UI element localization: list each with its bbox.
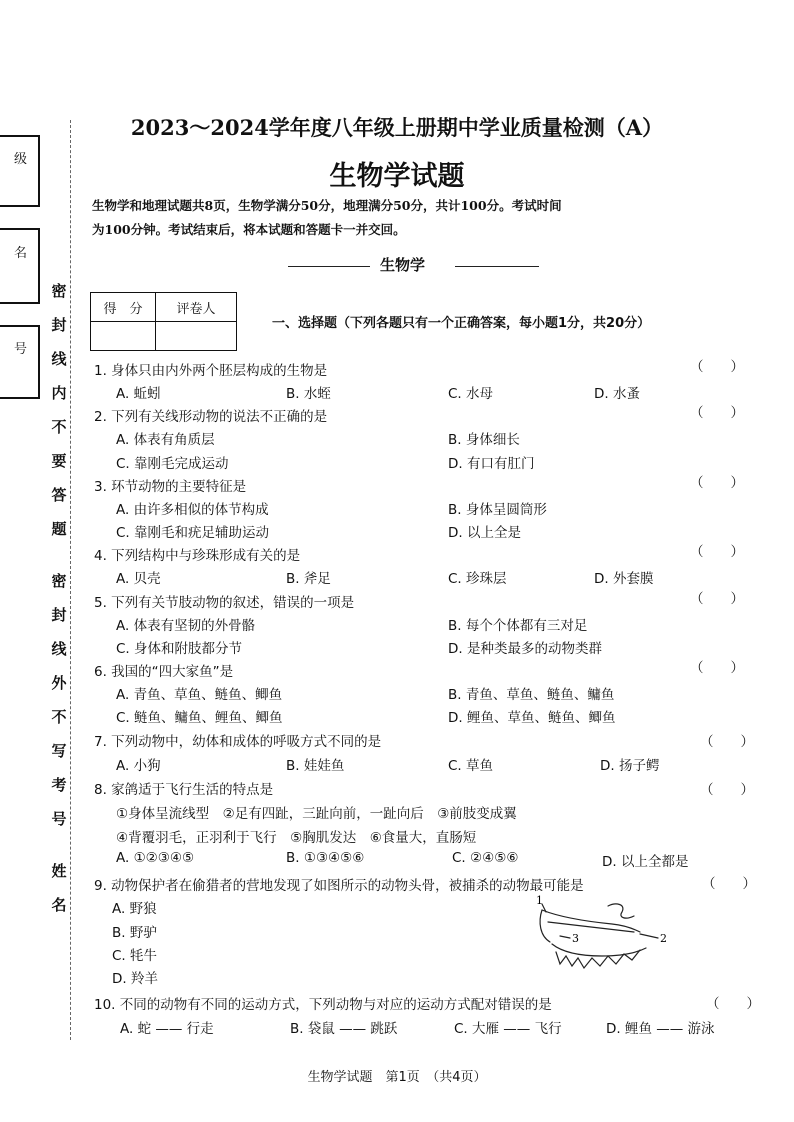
question-7: 7. 下列动物中，幼体和成体的呼吸方式不同的是 (94, 734, 382, 750)
question-10: 10. 不同的动物有不同的运动方式，下列动物与对应的运动方式配对错误的是 (94, 997, 552, 1013)
q7-option-a: A. 小狗 (116, 758, 161, 774)
q7-option-d: D. 扬子鳄 (600, 758, 660, 774)
score-table (90, 292, 237, 351)
seal-warning-char: 要 (51, 452, 67, 470)
figure-label-3: 3 (572, 932, 579, 945)
seal-warning-char: 号 (51, 810, 67, 828)
horn-sketch (608, 904, 634, 918)
pointer-line-3 (560, 936, 570, 938)
q3-option-a: A. 由许多相似的体节构成 (116, 502, 269, 518)
seal-warning-char: 考 (51, 776, 67, 794)
name-box (0, 228, 40, 304)
seal-warning-char: 答 (51, 486, 67, 504)
intro-line-1: 生物学和地理试题共8页，生物学满分50分，地理满分50分，共计100分。考试时间 (92, 198, 562, 213)
seal-warning-char: 外 (51, 674, 67, 692)
q2-option-d: D. 有口有肛门 (448, 456, 535, 472)
q10-option-d: D. 鲤鱼 —— 游泳 (606, 1021, 715, 1037)
pointer-line-2 (640, 934, 658, 938)
seal-warning-char: 写 (51, 742, 67, 760)
question-4: 4. 下列结构中与珍珠形成有关的是 (94, 548, 301, 564)
q6-option-a: A. 青鱼、草鱼、鲢鱼、鲫鱼 (116, 687, 283, 703)
seal-warning-char: 名 (51, 896, 67, 914)
q9-option-d: D. 羚羊 (112, 971, 158, 987)
grader-header: 评卷人 (156, 293, 237, 322)
exam-title: 2023～2024学年度八年级上册期中学业质量检测（A） (130, 115, 664, 140)
q2-option-b: B. 身体细长 (448, 432, 520, 448)
answer-blank-2[interactable]: （ ） (690, 405, 744, 421)
q7-option-c: C. 草鱼 (448, 758, 494, 774)
q8-option-b: B. ①③④⑤⑥ (286, 850, 365, 866)
q6-option-c: C. 鲢鱼、鳙鱼、鲤鱼、鲫鱼 (116, 710, 283, 726)
q10-option-a: A. 蛇 —— 行走 (120, 1021, 214, 1037)
q9-option-c: C. 牦牛 (112, 948, 158, 964)
score-cell[interactable] (91, 322, 156, 351)
seal-warning-char: 密 (51, 282, 67, 300)
question-9: 9. 动物保护者在偷猎者的营地发现了如图所示的动物头骨，被捕杀的动物最可能是 (94, 878, 584, 894)
answer-blank-10[interactable]: （ ） (706, 996, 760, 1012)
seal-warning-char: 姓 (51, 862, 67, 880)
answer-blank-3[interactable]: （ ） (690, 475, 744, 491)
q4-option-c: C. 珍珠层 (448, 571, 507, 587)
q3-option-b: B. 身体呈圆筒形 (448, 502, 547, 518)
q3-option-c: C. 靠刚毛和疣足辅助运动 (116, 525, 270, 541)
section-rule-right (455, 266, 539, 267)
answer-blank-8[interactable]: （ ） (700, 782, 754, 798)
seal-line (70, 120, 71, 1040)
q2-option-a: A. 体表有角质层 (116, 432, 215, 448)
answer-blank-5[interactable]: （ ） (690, 591, 744, 607)
q1-option-a: A. 蚯蚓 (116, 386, 161, 402)
q4-option-b: B. 斧足 (286, 571, 331, 587)
q3-option-d: D. 以上全是 (448, 525, 521, 541)
q9-option-a: A. 野狼 (112, 901, 157, 917)
page-footer: 生物学试题 第1页 （共4页） (307, 1070, 487, 1085)
q8-option-c: C. ②④⑤⑥ (452, 850, 519, 866)
skull-rear (540, 910, 550, 942)
question-8: 8. 家鸽适于飞行生活的特点是 (94, 782, 274, 798)
q4-option-a: A. 贝壳 (116, 571, 161, 587)
q6-option-d: D. 鲤鱼、草鱼、鲢鱼、鲫鱼 (448, 710, 616, 726)
q6-option-b: B. 青鱼、草鱼、鲢鱼、鳙鱼 (448, 687, 615, 703)
q2-option-c: C. 靠刚毛完成运动 (116, 456, 229, 472)
score-header: 得 分 (91, 293, 156, 322)
number-box (0, 325, 40, 399)
question-6: 6. 我国的“四大家鱼”是 (94, 664, 234, 680)
q8-statements-1: ①身体呈流线型 ②足有四趾，三趾向前，一趾向后 ③前肢变成翼 (116, 806, 517, 822)
figure-label-1: 1 (536, 894, 543, 907)
seal-warning-char: 密 (51, 572, 67, 590)
lower-jaw (552, 944, 646, 956)
q5-option-c: C. 身体和附肢都分节 (116, 641, 243, 657)
question-2: 2. 下列有关线形动物的说法不正确的是 (94, 409, 328, 425)
name-label: 名 (14, 246, 28, 261)
q8-option-d: D. 以上全都是 (602, 854, 689, 870)
question-3: 3. 环节动物的主要特征是 (94, 479, 247, 495)
upper-jaw-line (548, 922, 634, 932)
seal-warning-char: 封 (51, 606, 67, 624)
seal-warning-char: 封 (51, 316, 67, 334)
q10-option-c: C. 大雁 —— 飞行 (454, 1021, 562, 1037)
animal-skull-figure (522, 892, 682, 984)
q5-option-d: D. 是种类最多的动物类群 (448, 641, 602, 657)
question-1: 1. 身体只由内外两个胚层构成的生物是 (94, 363, 328, 379)
q9-option-b: B. 野驴 (112, 925, 157, 941)
figure-label-2: 2 (660, 932, 667, 945)
answer-blank-6[interactable]: （ ） (690, 660, 744, 676)
answer-blank-7[interactable]: （ ） (700, 734, 754, 750)
q5-option-b: B. 每个个体都有三对足 (448, 618, 588, 634)
q1-option-d: D. 水蚤 (594, 386, 640, 402)
section-heading: 一、选择题（下列各题只有一个正确答案，每小题1分，共20分） (272, 316, 651, 331)
seal-warning-char: 线 (51, 640, 67, 658)
seal-warning-char: 题 (51, 520, 67, 538)
seal-warning-char: 不 (51, 708, 67, 726)
subject-title: 生物学试题 (329, 161, 465, 192)
q8-option-a: A. ①②③④⑤ (116, 850, 195, 866)
skull-upper-outline (542, 910, 640, 932)
q5-option-a: A. 体表有坚韧的外骨骼 (116, 618, 256, 634)
answer-blank-9[interactable]: （ ） (702, 876, 756, 892)
seal-warning-char: 线 (51, 350, 67, 368)
section-label: 生物学 (380, 256, 426, 274)
question-5: 5. 下列有关节肢动物的叙述，错误的一项是 (94, 595, 355, 611)
section-rule-left (288, 266, 370, 267)
answer-blank-4[interactable]: （ ） (690, 544, 744, 560)
intro-line-2: 为100分钟。考试结束后，将本试题和答题卡一并交回。 (92, 222, 406, 237)
class-label: 级 (14, 152, 28, 167)
seal-warning-char: 内 (51, 384, 67, 402)
q8-statements-2: ④背覆羽毛，正羽利于飞行 ⑤胸肌发达 ⑥食量大，直肠短 (116, 830, 477, 846)
grader-cell[interactable] (156, 322, 237, 351)
q1-option-c: C. 水母 (448, 386, 494, 402)
q7-option-b: B. 娃娃鱼 (286, 758, 345, 774)
q10-option-b: B. 袋鼠 —— 跳跃 (290, 1021, 398, 1037)
answer-blank-1[interactable]: （ ） (690, 359, 744, 375)
q4-option-d: D. 外套膜 (594, 571, 654, 587)
number-label: 号 (14, 342, 28, 357)
q1-option-b: B. 水蛭 (286, 386, 331, 402)
seal-warning-char: 不 (51, 418, 67, 436)
